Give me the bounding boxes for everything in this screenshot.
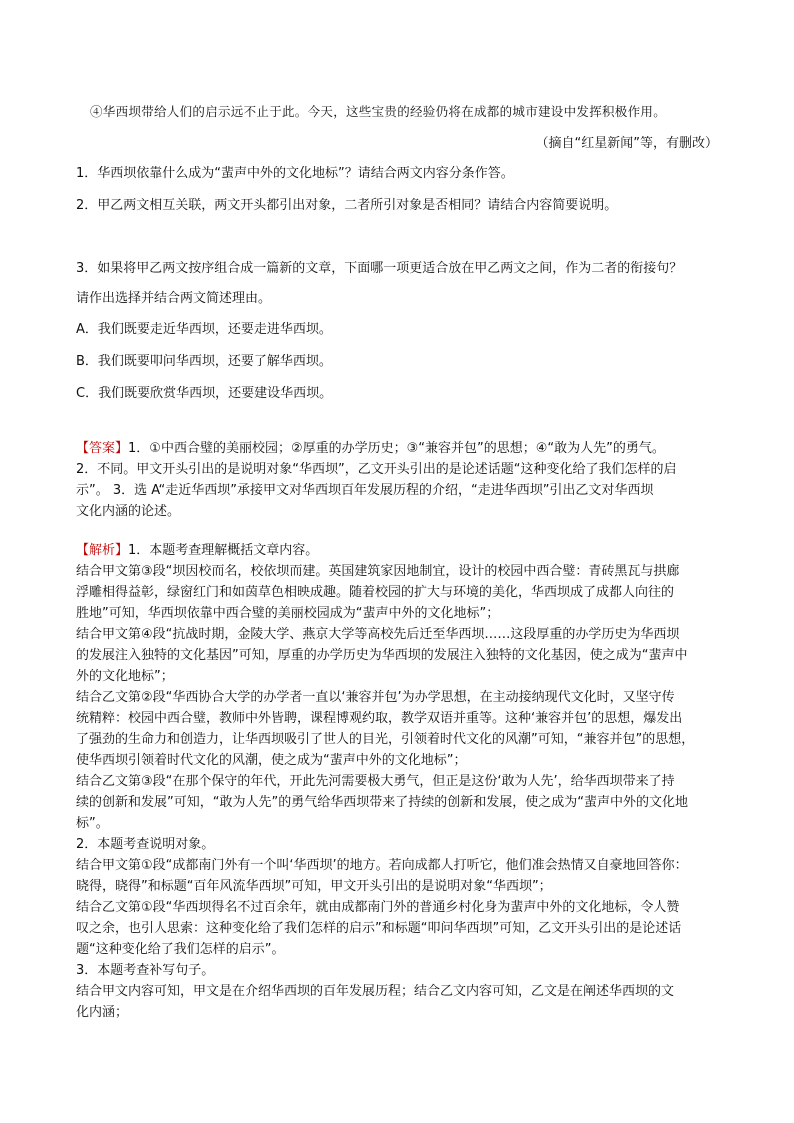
answer-line-4: 文化内涵的论述。: [76, 504, 181, 519]
analysis-line: 浮雕相得益彰，绿窗红门和如茵草色相映成趣。随着校园的扩大与环境的美化，华西坝成了成都人向往的: [76, 585, 675, 600]
analysis-line: 晓得，晓得”和标题“百年风流华西坝”可知，甲文开头引出的是说明对象“华西坝”；: [76, 879, 552, 894]
analysis-line: 2．本题考查说明对象。: [76, 837, 215, 852]
analysis-line: 了强劲的生命力和创造力，让华西坝吸引了世人的目光，引领着时代文化的风潮”可知，“兼容并包”的思想，: [76, 732, 695, 747]
answer-label: 【答案】: [76, 441, 129, 456]
answer-text-1: 1．①中西合璧的美丽校园；②厚重的办学历史；③“兼容并包”的思想；④“敢为人先”的勇气。: [128, 441, 665, 456]
answer-line-1: [76, 441, 726, 457]
analysis-line: 的发展注入独特的文化基因”可知，厚重的办学历史为华西坝的发展注入独特的文化基因，使之成为“蜚声中: [76, 648, 688, 663]
answer-line-2: 2．不同。甲文开头引出的是说明对象“华西坝”，乙文开头引出的是论述话题“这种变化给了我们怎样的启: [76, 462, 677, 477]
analysis-line: 胜地”可知，华西坝依靠中西合璧的美丽校园成为“蜚声中外的文化地标”；: [76, 606, 500, 621]
analysis-line: 外的文化地标”；: [76, 669, 174, 684]
analysis-line: 叹之余，也引人思索：这种变化给了我们怎样的启示”和标题“叩问华西坝”可知，乙文开头引出的是论述话: [76, 921, 682, 936]
analysis-line: 结合甲文内容可知，甲文是在介绍华西坝的百年发展历程；结合乙文内容可知，乙文是在阐述华西坝的文: [76, 984, 675, 999]
analysis-line: 3．本题考查补写句子。: [76, 963, 215, 978]
analysis-line: 结合甲文第③段“坝因校而名，校依坝而建。英国建筑家因地制宜，设计的校园中西合璧：青砖黑瓦与拱廊: [76, 564, 680, 579]
analysis-line: 标”。: [76, 816, 109, 831]
analysis-label: 【解析】: [76, 543, 129, 558]
answer-line-3: 示”。 3．选 A“走近华西坝”承接甲文对华西坝百年发展历程的介绍，“走进华西坝”引出乙文对华西坝: [76, 483, 654, 498]
analysis-line: 续的创新和发展”可知，“敢为人先”的勇气给华西坝带来了持续的创新和发展，使之成为“蜚声中外的文化地: [76, 795, 688, 810]
question-2: 2．甲乙两文相互关联，两文开头都引出对象，二者所引对象是否相同？请结合内容简要说明。: [76, 198, 618, 213]
analysis-line: 使华西坝引领着时代文化的风潮，使之成为“蜚声中外的文化地标”；: [76, 753, 467, 768]
passage-paragraph-4: ④华西坝带给人们的启示远不止于此。今天，这些宝贵的经验仍将在成都的城市建设中发挥积极作用。: [90, 104, 667, 119]
analysis-line: 统精粹：校园中西合璧，教师中外皆聘，课程博观约取，教学双语并重等。这种‘兼容并包’的思想，爆发出: [76, 711, 683, 726]
question-3-line-2: 请作出选择并结合两文简述理由。: [76, 291, 272, 306]
question-3-line-1: 3．如果将甲乙两文按序组合成一篇新的文章，下面哪一项更适合放在甲乙两文之间，作为二者的衔接句？: [76, 261, 683, 276]
analysis-line: 结合甲文第①段“成都南门外有一个叫‘华西坝’的地方。若向成都人打听它，他们准会热情又自豪地回答你：: [76, 858, 688, 873]
analysis-line-1: [76, 543, 726, 559]
analysis-line: 结合甲文第④段“抗战时期，金陵大学、燕京大学等高校先后迁至华西坝……这段厚重的办学历史为华西坝: [76, 627, 680, 642]
option-c: C．我们既要欣赏华西坝，还要建设华西坝。: [76, 386, 333, 401]
analysis-line: 结合乙文第③段“在那个保守的年代，开此先河需要极大勇气，但正是这份‘敢为人先’，给华西坝带来了持: [76, 774, 675, 789]
source-citation: （摘自“红星新闻”等，有删改）: [535, 136, 718, 151]
option-a: A．我们既要走近华西坝，还要走进华西坝。: [76, 322, 332, 337]
option-b: B．我们既要叩问华西坝，还要了解华西坝。: [76, 354, 332, 369]
analysis-line: 结合乙文第①段“华西坝得名不过百余年，就由成都南门外的普通乡村化身为蜚声中外的文化地标，令人赞: [76, 900, 680, 915]
question-1: 1．华西坝依靠什么成为“蜚声中外的文化地标”？请结合两文内容分条作答。: [76, 166, 514, 181]
analysis-text-1: 1．本题考查理解概括文章内容。: [128, 543, 319, 558]
analysis-line: 化内涵；: [76, 1005, 129, 1020]
analysis-line: 结合乙文第②段“华西协合大学的办学者一直以‘兼容并包’为办学思想，在主动接纳现代文化时，又坚守传: [76, 690, 675, 705]
analysis-line: 题“这种变化给了我们怎样的启示”。: [76, 942, 285, 957]
